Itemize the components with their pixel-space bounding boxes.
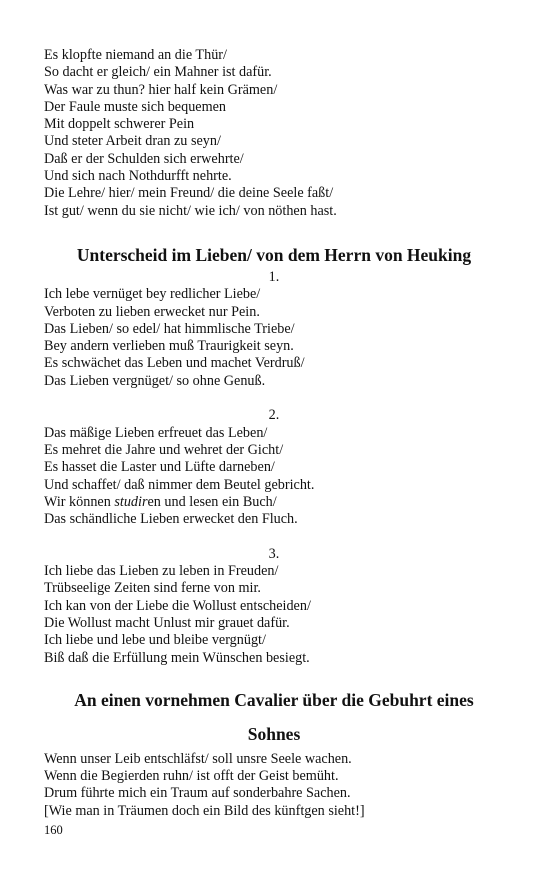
stanza-number: 3. [268,545,280,562]
verse-line: Bey andern verlieben muß Traurigkeit seyn. [44,338,294,355]
verse-line: Daß er der Schulden sich erwehrte/ [44,150,244,167]
verse-line: Das Lieben vergnüget/ so ohne Genuß. [44,372,266,389]
verse-line: Wenn die Begierden ruhn/ ist offt der Geist bemüht. [44,768,339,785]
verse-line: Das schändliche Lieben erwecket den Fluch. [44,511,298,528]
verse-line: Ich liebe das Lieben zu leben in Freuden/ [44,563,279,580]
verse-line: Biß daß die Erfüllung mein Wünschen besiegt. [44,649,310,666]
verse-line: So dacht er gleich/ ein Mahner ist dafür. [44,64,272,81]
verse-line: Ist gut/ wenn du sie nicht/ wie ich/ von nöthen hast. [44,202,337,219]
stanza-gap [44,528,504,545]
verse-line: Der Faule muste sich bequemen [44,98,227,115]
italic-word: studir [114,493,148,510]
poem-body [44,751,504,820]
verse-line [44,494,504,511]
verse-text: Wir können [44,493,115,510]
intro-stanza [44,47,504,220]
verse-line: Die Wollust macht Unlust mir grauet dafür. [44,614,290,631]
verse-text: en und lesen ein Buch/ [147,493,277,510]
verse-line: Und schaffet/ daß nimmer dem Beutel gebricht. [44,476,315,493]
verse-line: Und sich nach Nothdurfft nehrte. [44,168,232,185]
verse-line: Ich kan von der Liebe die Wollust entscheiden/ [44,597,311,614]
stanza-number: 1. [268,268,280,285]
verse-line: [Wie man in Träumen doch ein Bild des künftgen sieht!] [44,802,365,819]
poem-title: An einen vornehmen Cavalier über die Gebuhrt eines [74,689,474,710]
verse-line: Die Lehre/ hier/ mein Freund/ die deine Seele faßt/ [44,185,334,202]
page-number: 160 [44,823,63,837]
verse-line: Und steter Arbeit dran zu seyn/ [44,133,221,150]
verse-line: Das mäßige Lieben erfreuet das Leben/ [44,424,268,441]
verse-line: Es mehret die Jahre und wehret der Gicht/ [44,441,284,458]
verse-line: Mit doppelt schwerer Pein [44,116,195,133]
poem-title: Unterscheid im Lieben/ von dem Herrn von Heuking [76,244,472,265]
poem-title-continued: Sohnes [247,723,301,744]
stanza-gap [44,390,504,407]
verse-line: Es hasset die Laster und Lüfte darneben/ [44,459,275,476]
stanza-number: 2. [268,407,280,424]
verse-line: Wenn unser Leib entschläfst/ soll unsre Seele wachen. [44,750,352,767]
verse-line: Es klopfte niemand an die Thür/ [44,47,227,63]
verse-line: Das Lieben/ so edel/ hat himmlische Triebe/ [44,320,295,337]
verse-line: Verboten zu lieben erwecket nur Pein. [44,303,260,320]
verse-line: Es schwächet das Leben und machet Verdruß/ [44,355,305,372]
verse-line: Ich lebe vernüget bey redlicher Liebe/ [44,286,261,303]
poem-body [44,269,504,667]
page-body [44,47,504,820]
verse-line: Was war zu thun? hier half kein Grämen/ [44,81,278,98]
verse-line: Ich liebe und lebe und bleibe vergnügt/ [44,632,266,649]
verse-line: Trübseelige Zeiten sind ferne von mir. [44,580,261,597]
verse-line: Drum führte mich ein Traum auf sonderbahre Sachen. [44,785,351,802]
